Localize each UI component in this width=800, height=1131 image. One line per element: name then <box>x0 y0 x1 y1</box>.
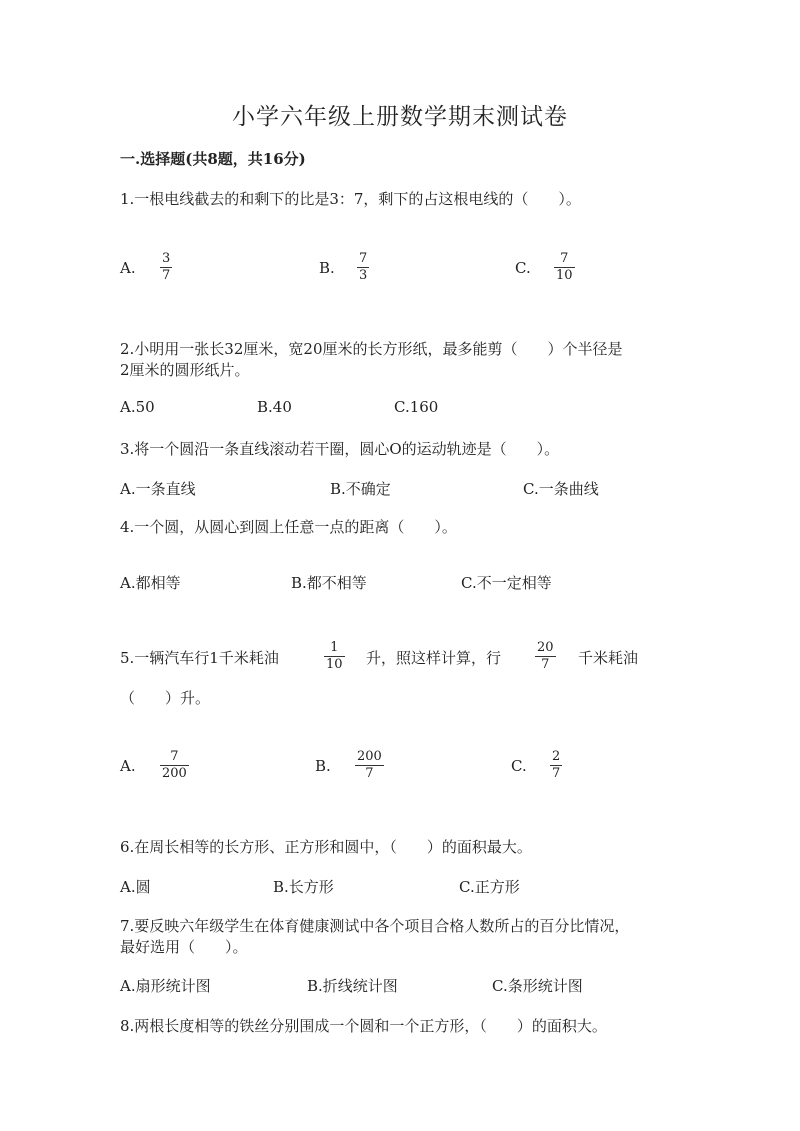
q6-option-c: C.正方形 <box>459 878 520 896</box>
question-5-part-3: 千米耗油 <box>578 649 639 667</box>
denominator: 7 <box>365 766 374 781</box>
q7-option-a: A.扇形统计图 <box>120 977 211 995</box>
q4-option-c: C.不一定相等 <box>461 574 552 592</box>
denominator: 200 <box>162 766 187 781</box>
page-title: 小学六年级上册数学期末测试卷 <box>232 104 568 130</box>
q1-option-a-fraction <box>160 252 172 283</box>
q5-option-c-label: C. <box>511 757 527 775</box>
section-heading: 一.选择题(共8题，共16分) <box>120 150 306 168</box>
question-7-line-2: 最好选用（ ）。 <box>120 938 248 956</box>
numerator: 1 <box>330 640 339 655</box>
question-1: 1.一根电线截去的和剩下的比是3：7，剩下的占这根电线的（ ）。 <box>120 190 581 208</box>
numerator: 200 <box>357 749 382 764</box>
q6-option-a: A.圆 <box>120 878 151 896</box>
q7-option-c: C.条形统计图 <box>492 977 583 995</box>
question-5-part-1: 5.一辆汽车行1千米耗油 <box>120 649 279 667</box>
q7-option-b: B.折线统计图 <box>307 977 398 995</box>
q2-option-a: A.50 <box>120 398 155 416</box>
question-7-line-1: 7.要反映六年级学生在体育健康测试中各个项目合格人数所占的百分比情况， <box>120 917 630 935</box>
q5-option-a-label: A. <box>120 757 136 775</box>
q4-option-a: A.都相等 <box>120 574 181 592</box>
question-8: 8.两根长度相等的铁丝分别围成一个圆和一个正方形，（ ）的面积大。 <box>120 1017 607 1035</box>
q3-option-a: A.一条直线 <box>120 480 196 498</box>
q3-option-c: C.一条曲线 <box>523 480 599 498</box>
q5-option-c-fraction <box>550 750 562 781</box>
numerator: 20 <box>537 640 554 655</box>
question-5-line-2: （ ）升。 <box>120 689 211 707</box>
question-3: 3.将一个圆沿一条直线滚动若干圈，圆心O的运动轨迹是（ ）。 <box>120 440 560 458</box>
q2-option-b: B.40 <box>257 398 292 416</box>
q1-option-c-fraction <box>554 252 575 283</box>
denominator: 7 <box>552 766 561 781</box>
q2-option-c: C.160 <box>394 398 439 416</box>
q6-option-b: B.长方形 <box>273 878 334 896</box>
numerator: 7 <box>359 251 368 266</box>
q1-option-b-label: B. <box>319 259 335 277</box>
q5-fraction-2 <box>535 641 556 672</box>
denominator: 3 <box>359 268 368 283</box>
q3-option-b: B.不确定 <box>330 480 391 498</box>
q1-option-a-label: A. <box>120 259 136 277</box>
numerator: 7 <box>560 251 569 266</box>
q5-option-b-fraction <box>355 750 384 781</box>
question-4: 4.一个圆，从圆心到圆上任意一点的距离（ ）。 <box>120 518 457 536</box>
question-2-line-2: 2厘米的圆形纸片。 <box>120 361 250 379</box>
numerator: 3 <box>162 251 171 266</box>
q5-option-b-label: B. <box>315 757 331 775</box>
numerator: 7 <box>170 749 179 764</box>
q5-option-a-fraction <box>160 750 189 781</box>
numerator: 2 <box>552 749 561 764</box>
question-6: 6.在周长相等的长方形、正方形和圆中，（ ）的面积最大。 <box>120 838 532 856</box>
q1-option-c-label: C. <box>515 259 531 277</box>
q5-fraction-1 <box>324 641 345 672</box>
denominator: 10 <box>556 268 573 283</box>
q4-option-b: B.都不相等 <box>291 574 367 592</box>
question-2-line-1: 2.小明用一张长32厘米，宽20厘米的长方形纸，最多能剪（ ）个半径是 <box>120 340 623 358</box>
question-5-part-2: 升，照这样计算，行 <box>366 649 502 667</box>
denominator: 7 <box>162 268 171 283</box>
denominator: 10 <box>326 657 343 672</box>
q1-option-b-fraction <box>357 252 369 283</box>
denominator: 7 <box>541 657 550 672</box>
